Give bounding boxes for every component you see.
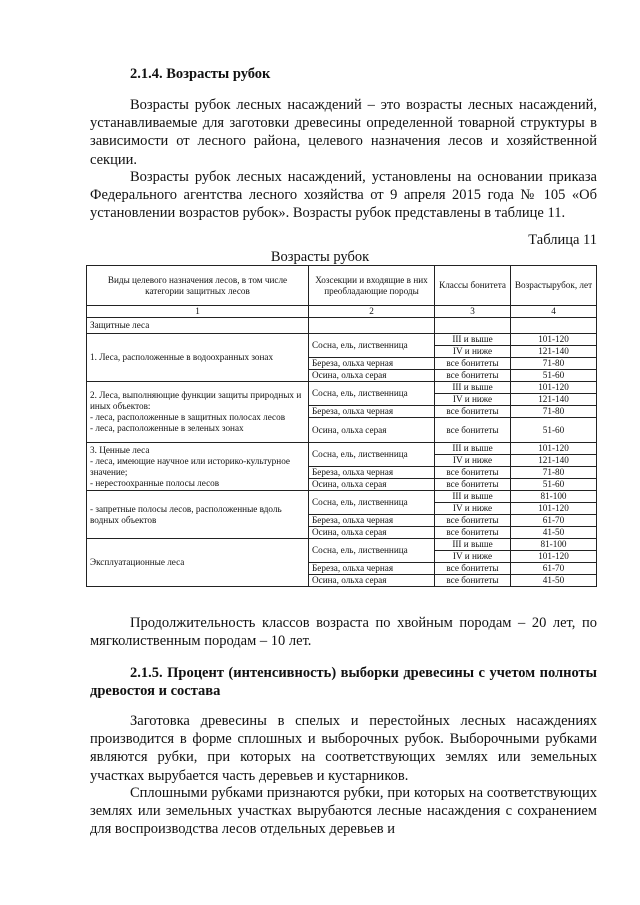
number-cell: 4 (511, 306, 597, 318)
paragraph (90, 784, 597, 839)
category-line: - леса, имеющие научное или историко-культурное значение; (90, 455, 290, 477)
class-cell: все бонитеты (435, 575, 511, 587)
class-cell: все бонитеты (435, 370, 511, 382)
category-cell: - запретные полосы лесов, расположенные вдоль водных объектов (87, 491, 309, 539)
age-cell: 101-120 (511, 382, 597, 394)
age-cell: 101-120 (511, 503, 597, 515)
class-cell: III и выше (435, 334, 511, 346)
age-cell: 81-100 (511, 491, 597, 503)
class-cell: III и выше (435, 539, 511, 551)
number-cell: 3 (435, 306, 511, 318)
age-cell: 121-140 (511, 394, 597, 406)
paragraph-text: Заготовка древесины в спелых и перестойных лесных насаждениях производится в форме сплошных и выборочных рубок. Выборочными рубками являются рубки, при которых на соответствующих землях или земельных участках вырубается часть деревьев и кустарников. (90, 713, 597, 784)
category-cell: Эксплуатационные леса (87, 539, 309, 587)
section-cell: Осина, ольха серая (309, 370, 435, 382)
section-heading: 2.1.4. Возрасты рубок (130, 66, 271, 82)
header-cell: Возрастырубок, лет (511, 266, 597, 306)
age-cell: 51-60 (511, 370, 597, 382)
section-cell: Осина, ольха серая (309, 479, 435, 491)
age-cell: 121-140 (511, 455, 597, 467)
section-cell: Сосна, ель, лиственница (309, 491, 435, 515)
table-row (87, 443, 597, 455)
age-cell: 41-50 (511, 527, 597, 539)
age-cell: 101-120 (511, 551, 597, 563)
table-row (87, 491, 597, 503)
table-group-row (87, 318, 597, 334)
age-cell: 71-80 (511, 467, 597, 479)
category-line: - леса, расположенные в зеленых зонах (90, 423, 244, 433)
class-cell: IV и ниже (435, 455, 511, 467)
age-cell: 41-50 (511, 575, 597, 587)
age-cell: 61-70 (511, 563, 597, 575)
table-row (87, 539, 597, 551)
section-cell: Береза, ольха черная (309, 563, 435, 575)
table-number-row (87, 306, 597, 318)
class-cell: III и выше (435, 443, 511, 455)
number-cell: 2 (309, 306, 435, 318)
section-cell: Осина, ольха серая (309, 527, 435, 539)
section-cell: Сосна, ель, лиственница (309, 443, 435, 467)
category-cell: 1. Леса, расположенные в водоохранных зонах (87, 334, 309, 382)
section-cell: Береза, ольха черная (309, 467, 435, 479)
category-cell (87, 443, 309, 491)
table-row (87, 334, 597, 346)
class-cell: все бонитеты (435, 515, 511, 527)
class-cell: все бонитеты (435, 479, 511, 491)
class-cell: все бонитеты (435, 563, 511, 575)
age-cell: 101-120 (511, 334, 597, 346)
section-cell: Сосна, ель, лиственница (309, 334, 435, 358)
age-table (86, 265, 597, 587)
section-cell: Сосна, ель, лиственница (309, 539, 435, 563)
category-line: 2. Леса, выполняющие функции защиты природных и иных объектов: (90, 390, 302, 411)
class-cell: все бонитеты (435, 406, 511, 418)
number-cell: 1 (87, 306, 309, 318)
section-cell: Осина, ольха серая (309, 575, 435, 587)
header-cell: Классы бонитета (435, 266, 511, 306)
age-cell: 71-80 (511, 358, 597, 370)
header-cell: Виды целевого назначения лесов, в том числе категории защитных лесов (87, 266, 309, 306)
section-cell: Береза, ольха черная (309, 358, 435, 370)
age-cell: 61-70 (511, 515, 597, 527)
table-row (87, 382, 597, 394)
class-cell: IV и ниже (435, 346, 511, 358)
group-cell: Защитные леса (87, 318, 309, 334)
age-cell: 51-60 (511, 418, 597, 443)
age-cell: 101-120 (511, 443, 597, 455)
class-cell: все бонитеты (435, 467, 511, 479)
table-header-row (87, 266, 597, 306)
header-cell: Хозсекции и входящие в них преобладающие породы (309, 266, 435, 306)
class-cell: IV и ниже (435, 394, 511, 406)
class-cell: III и выше (435, 491, 511, 503)
paragraph-text: Возрасты рубок лесных насаждений – это возрасты лесных насаждений, устанавливаемые для заготовки древесины определенной товарной структуры в зависимости от лесного района, целевого назначения лесов и хозяйственной секции. (90, 97, 597, 168)
paragraph-text: Возрасты рубок лесных насаждений, установлены на основании приказа Федерального агентства лесного хозяйства от 9 апреля 2015 года № 105 «Об установлении возрастов рубок». Возрасты рубок представлены в таблице 11. (90, 169, 597, 222)
age-cell: 51-60 (511, 479, 597, 491)
section-cell: Береза, ольха черная (309, 515, 435, 527)
section-cell: Осина, ольха серая (309, 418, 435, 443)
section-cell: Береза, ольха черная (309, 406, 435, 418)
table-title: Возрасты рубок (270, 249, 370, 265)
category-line: 3. Ценные леса (90, 444, 150, 455)
age-cell: 121-140 (511, 346, 597, 358)
paragraph-text: Продолжительность классов возраста по хвойным породам – 20 лет, по мягколиственным породам – 10 лет. (90, 615, 597, 650)
paragraph (90, 712, 597, 785)
paragraph (90, 168, 597, 223)
category-line: - леса, расположенные в защитных полосах лесов (90, 412, 286, 422)
paragraph (90, 614, 597, 650)
age-cell: 81-100 (511, 539, 597, 551)
category-line: - нерестоохранные полосы лесов (90, 477, 220, 488)
paragraph (90, 96, 597, 169)
age-cell: 71-80 (511, 406, 597, 418)
section-cell: Сосна, ель, лиственница (309, 382, 435, 406)
class-cell: все бонитеты (435, 358, 511, 370)
class-cell: все бонитеты (435, 527, 511, 539)
class-cell: III и выше (435, 382, 511, 394)
class-cell: IV и ниже (435, 551, 511, 563)
table-label: Таблица 11 (528, 232, 597, 248)
section-heading: 2.1.5. Процент (интенсивность) выборки древесины с учетом полноты древостоя и состава (90, 665, 597, 699)
class-cell: все бонитеты (435, 418, 511, 443)
class-cell: IV и ниже (435, 503, 511, 515)
paragraph-text: Сплошными рубками признаются рубки, при которых на соответствующих землях или земельных участках вырубаются лесные насаждения с сохранением для воспроизводства лесов отдельных деревьев и (90, 785, 597, 838)
category-cell (87, 382, 309, 443)
